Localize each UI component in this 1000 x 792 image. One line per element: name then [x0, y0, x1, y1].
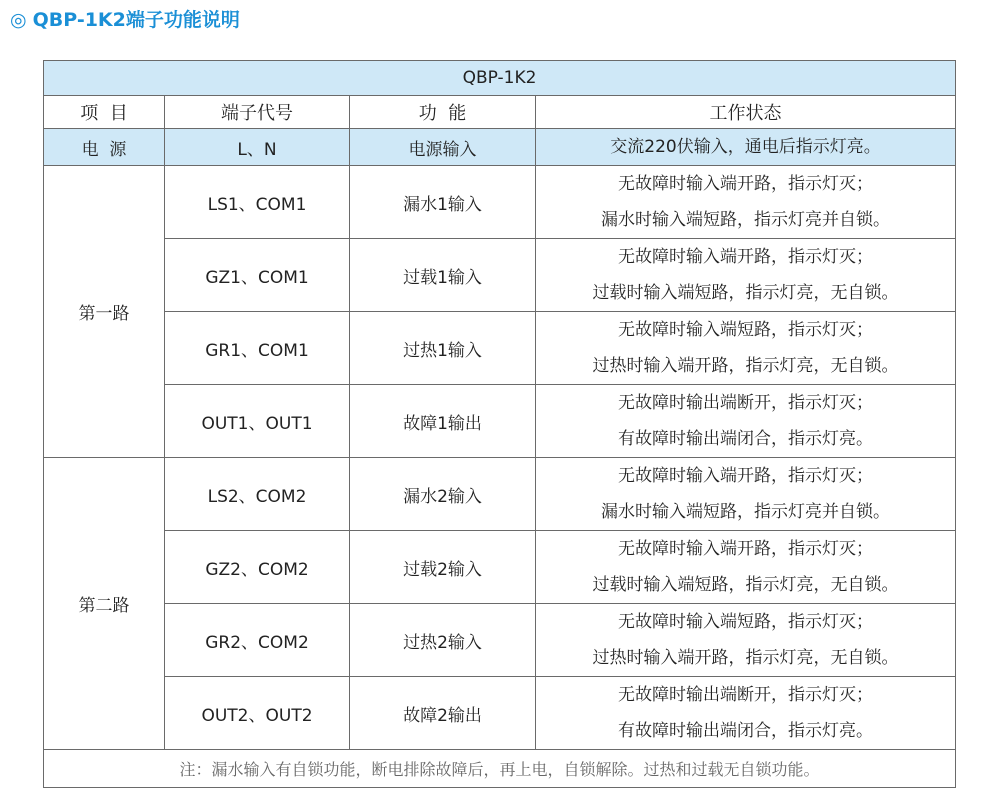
status-line: 无故障时输入端开路，指示灯灭；	[618, 247, 874, 267]
function-cell: 过载1输入	[350, 239, 536, 312]
table-row	[44, 677, 956, 750]
status-cell	[536, 458, 956, 531]
function-cell: 漏水1输入	[350, 166, 536, 239]
power-code-cell: L、N	[165, 129, 350, 166]
status-line: 过载时输入端短路，指示灯亮，无自锁。	[592, 283, 899, 303]
terminal-code-cell: GR1、COM1	[165, 312, 350, 385]
table-row	[44, 531, 956, 604]
header-working-status: 工作状态	[536, 96, 956, 129]
table-row	[44, 239, 956, 312]
terminal-code-cell: LS2、COM2	[165, 458, 350, 531]
status-cell	[536, 531, 956, 604]
note-row	[44, 750, 956, 788]
status-line: 无故障时输入端短路，指示灯灭；	[618, 612, 874, 632]
table-row	[44, 458, 956, 531]
group-name-cell: 第一路	[44, 166, 165, 458]
status-cell	[536, 239, 956, 312]
function-cell: 故障1输出	[350, 385, 536, 458]
function-cell: 漏水2输入	[350, 458, 536, 531]
terminal-code-cell: GR2、COM2	[165, 604, 350, 677]
function-cell: 故障2输出	[350, 677, 536, 750]
bullet-circle-icon: ◎	[10, 9, 27, 31]
status-line: 有故障时输出端闭合，指示灯亮。	[618, 429, 874, 449]
power-item-cell: 电 源	[44, 129, 165, 166]
group-name-cell: 第二路	[44, 458, 165, 750]
terminal-code-cell: LS1、COM1	[165, 166, 350, 239]
table-header-row	[44, 96, 956, 129]
function-cell: 过热2输入	[350, 604, 536, 677]
status-line: 漏水时输入端短路，指示灯亮并自锁。	[601, 210, 891, 230]
status-line: 过热时输入端开路，指示灯亮，无自锁。	[592, 648, 899, 668]
table-row	[44, 312, 956, 385]
table-row	[44, 166, 956, 239]
terminal-code-cell: OUT2、OUT2	[165, 677, 350, 750]
table-row	[44, 604, 956, 677]
status-line: 无故障时输入端开路，指示灯灭；	[618, 466, 874, 486]
status-line: 过热时输入端开路，指示灯亮，无自锁。	[592, 356, 899, 376]
table-row	[44, 385, 956, 458]
page-title	[10, 8, 240, 32]
status-cell	[536, 385, 956, 458]
note-text: 注：漏水输入有自锁功能，断电排除故障后，再上电，自锁解除。过热和过载无自锁功能。	[44, 750, 956, 788]
header-terminal-code: 端子代号	[165, 96, 350, 129]
status-line: 无故障时输入端短路，指示灯灭；	[618, 320, 874, 340]
status-cell	[536, 677, 956, 750]
status-line: 过载时输入端短路，指示灯亮，无自锁。	[592, 575, 899, 595]
power-status-cell: 交流220伏输入，通电后指示灯亮。	[536, 129, 956, 166]
terminal-code-cell: GZ2、COM2	[165, 531, 350, 604]
status-line: 无故障时输出端断开，指示灯灭；	[618, 393, 874, 413]
function-cell: 过载2输入	[350, 531, 536, 604]
power-function-cell: 电源输入	[350, 129, 536, 166]
terminal-function-table	[43, 60, 956, 788]
model-title-cell: QBP-1K2	[44, 61, 956, 96]
header-function: 功 能	[350, 96, 536, 129]
terminal-code-cell: GZ1、COM1	[165, 239, 350, 312]
status-cell	[536, 166, 956, 239]
header-item: 项 目	[44, 96, 165, 129]
status-line: 有故障时输出端闭合，指示灯亮。	[618, 721, 874, 741]
page-title-text: QBP-1K2端子功能说明	[32, 9, 240, 31]
power-row	[44, 129, 956, 166]
function-cell: 过热1输入	[350, 312, 536, 385]
status-cell	[536, 312, 956, 385]
table-title-row	[44, 61, 956, 96]
status-line: 无故障时输出端断开，指示灯灭；	[618, 685, 874, 705]
status-line: 漏水时输入端短路，指示灯亮并自锁。	[601, 502, 891, 522]
status-cell	[536, 604, 956, 677]
status-line: 无故障时输入端开路，指示灯灭；	[618, 174, 874, 194]
terminal-code-cell: OUT1、OUT1	[165, 385, 350, 458]
status-line: 无故障时输入端开路，指示灯灭；	[618, 539, 874, 559]
